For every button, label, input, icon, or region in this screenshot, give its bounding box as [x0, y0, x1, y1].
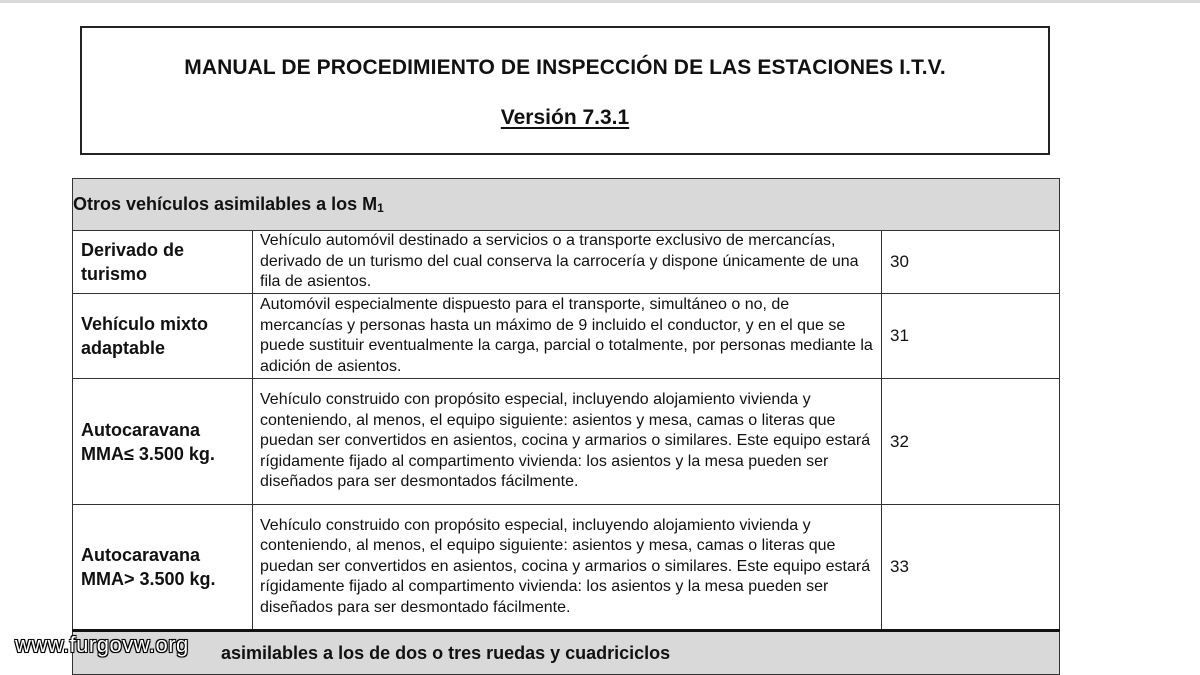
- description-cell: Automóvil especialmente dispuesto para el transporte, simultáneo o no, de mercancías y personas hasta un máximo de 9 incluido el conductor, y en el que se puede sustituir eventualmente la carga, parcial o totalmente, por personas mediante la adición de asientos.: [253, 294, 882, 379]
- code-cell: 31: [882, 294, 1060, 379]
- section-header-m1: [73, 179, 1060, 231]
- table-row: [73, 505, 1060, 631]
- description-cell: Vehículo construido con propósito especial, incluyendo alojamiento vivienda y conteniendo, al menos, el equipo siguiente: asientos y mesa, camas o literas que puedan ser convertidos en asientos, cocina y armarios o similares. Este equipo estará rígidamente fijado al compartimento vivienda: los asientos y la mesa pueden ser diseñados para ser desmontados fácilmente.: [253, 379, 882, 505]
- section-header-two-three-wheels: [73, 631, 1060, 675]
- top-rule: [0, 0, 1200, 3]
- term-cell: Autocaravana MMA≤ 3.500 kg.: [73, 379, 253, 505]
- code-cell: 32: [882, 379, 1060, 505]
- section-header-cell: [73, 179, 1060, 231]
- document-version: [82, 106, 1048, 130]
- table-row: [73, 294, 1060, 379]
- section-header-label: Otros vehículos asimilables a los M: [73, 194, 378, 214]
- description-cell: Vehículo construido con propósito especial, incluyendo alojamiento vivienda y conteniendo, al menos, el equipo siguiente: asientos y mesa, camas o literas que puedan ser convertidos en asientos, cocina y armarios o similares. Este equipo estará rígidamente fijado al compartimento vivienda: los asientos y la mesa pueden ser diseñados para ser desmontado fácilmente.: [253, 505, 882, 631]
- document-header: [80, 26, 1050, 155]
- watermark-text: www.furgovw.org: [15, 632, 189, 657]
- term-cell: Autocaravana MMA> 3.500 kg.: [73, 505, 253, 631]
- section-header-subscript: 1: [377, 201, 384, 215]
- description-cell: Vehículo automóvil destinado a servicios o a transporte exclusivo de mercancías, derivado de un turismo del cual conserva la carrocería y dispone únicamente de una fila de asientos.: [253, 231, 882, 294]
- term-cell: Vehículo mixto adaptable: [73, 294, 253, 379]
- document-title: MANUAL DE PROCEDIMIENTO DE INSPECCIÓN DE LAS ESTACIONES I.T.V.: [184, 56, 946, 79]
- vehicle-classification-table: [72, 178, 1060, 675]
- table-row: [73, 231, 1060, 294]
- version-label: Versión 7.3.1: [500, 106, 630, 129]
- table-row: [73, 379, 1060, 505]
- section-header-cell: asimilables a los de dos o tres ruedas y cuadriciclos: [73, 631, 1060, 675]
- code-cell: 30: [882, 231, 1060, 294]
- code-cell: 33: [882, 505, 1060, 631]
- term-cell: Derivado de turismo: [73, 231, 253, 294]
